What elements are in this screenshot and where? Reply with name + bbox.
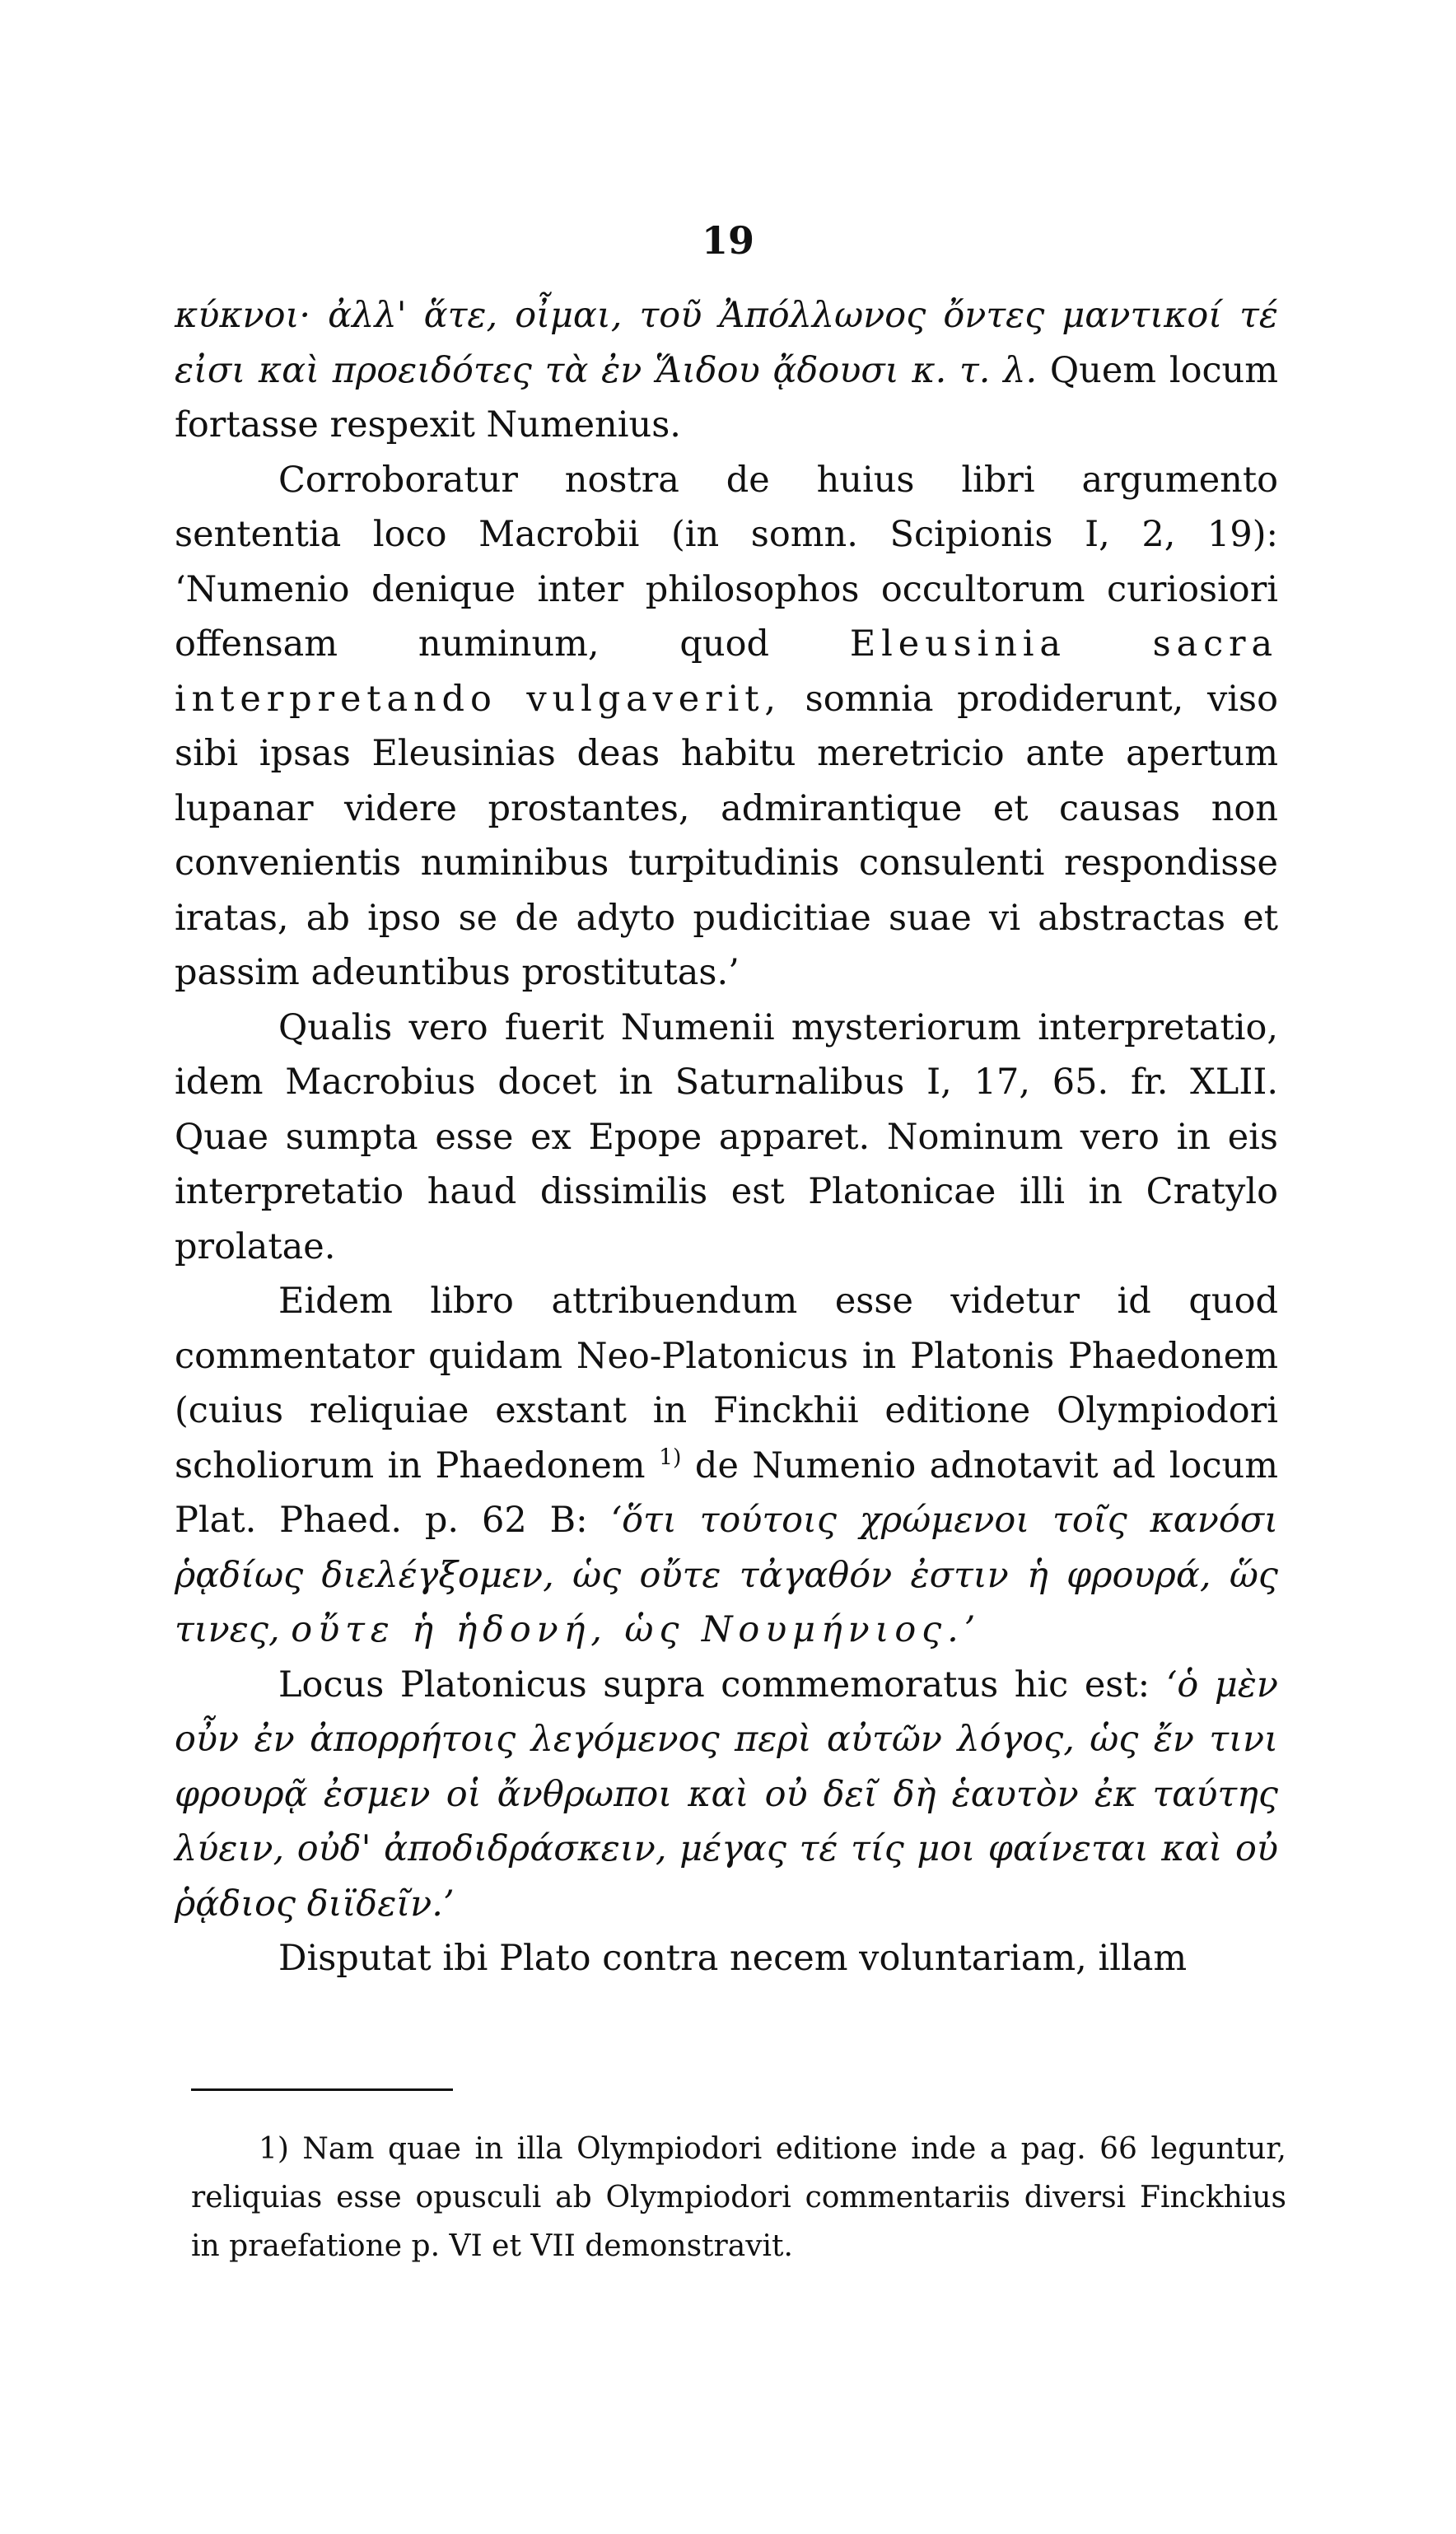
paragraph-5	[175, 1658, 1278, 1932]
greek-spaced-emphasis: οὔτε ἡ ἡδονή, ὡς Νουμήνιος.’	[291, 1609, 982, 1650]
body-text	[175, 288, 1278, 1986]
footnote-text: Nam quae in illa Olympiodori editione inde a pag. 66 leguntur, reliquias esse opusculi ab Olympiodori commentariis diversi Finckhius in praefatione p. VI et VII demonstravit.	[191, 2132, 1286, 2263]
greek-quotation: ‘ὁ μὲν οὖν ἐν ἀπορρήτοις λεγόμενος περὶ αὐτῶν λόγος, ὡς ἔν τινι φρουρᾷ ἐσμεν οἱ ἄνθρωποι καὶ οὐ δεῖ δὴ ἑαυτὸν ἐκ ταύτης λύειν, οὐδ' ἀποδιδράσκειν, μέγας τέ τίς μοι φαίνεται καὶ οὐ ῥᾴδιος διϊδεῖν.’	[175, 1664, 1279, 1925]
paragraph-6	[175, 1931, 1278, 1986]
footnote	[191, 2125, 1286, 2270]
paragraph-text: Disputat ibi Plato contra necem voluntariam, illam	[278, 1938, 1188, 1979]
greek-quotation: κύκνοι· ἀλλ' ἅτε, οἶμαι, τοῦ Ἀπόλλωνος ὄντες μαντικοί τέ εἰσι καὶ προειδότες τὰ ἐν Ἅιδου ᾄδουσι κ. τ. λ.	[175, 295, 1278, 391]
paragraph-text: Corroboratur nostra de huius libri argumento sententia loco Macrobii (in somn. Scipionis I, 2, 19): ‘Numenio denique inter philosophos occultorum curiosiori offensam numinum, quod	[175, 459, 1278, 665]
paragraph-1	[175, 288, 1278, 453]
paragraph-4	[175, 1274, 1278, 1658]
footnote-reference: 1)	[659, 1444, 682, 1471]
greek-quotation: ‘ὅτι τούτοις χρώμενοι τοῖς κανόσι ῥᾳδίως διελέγξομεν, ὡς οὔτε τἀγαθόν ἐστιν ἡ φρουρά, ὥς τινες,	[175, 1500, 1278, 1650]
paragraph-text: somnia prodiderunt, viso sibi ipsas Eleusinias deas habitu meretricio ante apertum lupanar videre prostantes, admirantique et causas non convenientis numinibus turpitudinis consulenti respondisse iratas, ab ipso se de adyto pudicitiae suae vi abstractas et passim adeuntibus prostitutas.’	[175, 678, 1279, 993]
paragraph-2	[175, 453, 1278, 1001]
footnote-divider	[191, 2088, 453, 2091]
paragraph-text: de Numenio adnotavit ad locum Plat. Phaed. p. 62 B:	[175, 1444, 1279, 1541]
paragraph-text: Locus Platonicus supra commemoratus hic est:	[278, 1664, 1150, 1706]
paragraph-text: Qualis vero fuerit Numenii mysteriorum interpretatio, idem Macrobius docet in Saturnalibus I, 17, 65. fr. XLII. Quae sumpta esse ex Epope apparet. Nominum vero in eis interpretatio haud dissimilis est Platonicae illi in Cratylo prolatae.	[175, 1006, 1278, 1267]
paragraph-text: Quem locum fortasse respexit Numenius.	[175, 349, 1279, 446]
paragraph-text: Eidem libro attribuendum esse videtur id quod commentator quidam Neo-Platonicus in Platonis Phaedonem (cuius reliquiae exstant in Finckhii editione Olympiodori scholiorum in Phaedonem	[175, 1281, 1278, 1486]
footnote-mark: 1)	[259, 2132, 289, 2166]
footnote-paragraph	[191, 2125, 1286, 2270]
page-number: 19	[701, 218, 754, 263]
spaced-emphasis: Eleusinia sacra interpretando vulgaverit,	[175, 623, 1279, 720]
paragraph-3	[175, 1001, 1278, 1275]
